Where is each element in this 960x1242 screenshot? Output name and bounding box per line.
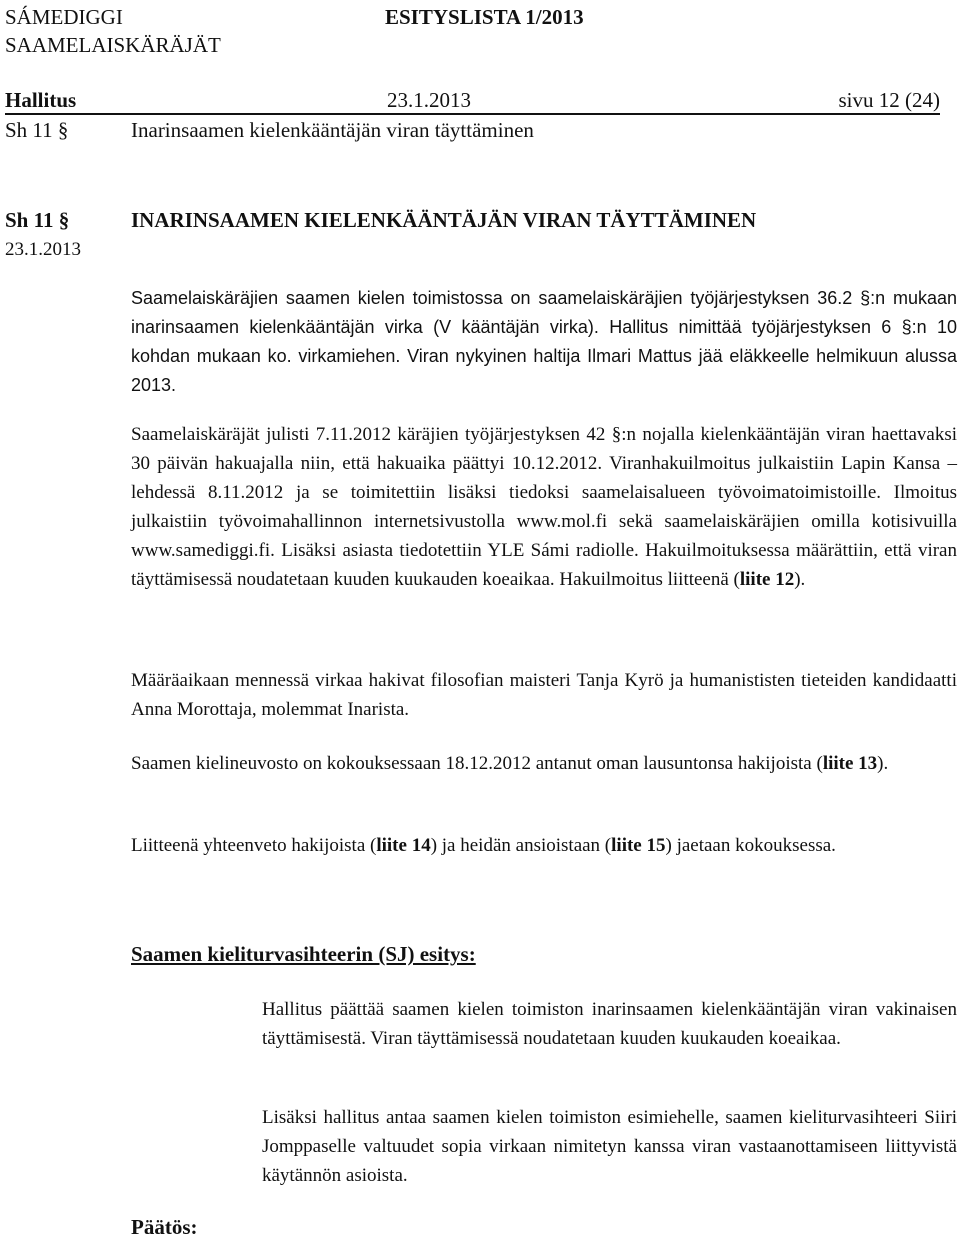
document-title: ESITYSLISTA 1/2013 [385, 5, 584, 29]
paragraph-text: Viran nykyinen haltija Ilmari Mattus jää eläkkeelle helmikuun alussa 2013. [131, 346, 957, 395]
organization-name-sami: SÁMEDIGGI [5, 5, 123, 29]
decision-label: Päätös: [131, 1215, 198, 1239]
section-number: Sh 11 § [5, 208, 70, 232]
paragraph-text: Hallitus päättää saamen kielen toimiston inarinsaamen kielenkääntäjän viran vakinaisen täyttämisestä. Viran täyttämisessä noudatetaan kuuden kuukauden koeaikaa. [262, 999, 957, 1049]
section-date: 23.1.2013 [5, 239, 81, 260]
paragraph-text: ) ja heidän ansioistaan ( [430, 835, 612, 856]
meeting-date: 23.1.2013 [387, 88, 471, 112]
page-number: sivu 12 (24) [838, 88, 940, 112]
paragraph-text: Hallitus nimittää työjärjestyksen 6 §:n 10 kohdan mukaan ko. virkamiehen. [131, 317, 957, 366]
running-header [5, 86, 940, 116]
attachment-reference: liite 15 [611, 835, 666, 856]
paragraph-text: Saamen kielineuvosto on kokouksessaan 18.12.2012 antanut oman lausuntonsa hakijoista ( [131, 753, 823, 774]
paragraph-summary [131, 831, 957, 860]
paragraph-text: Viranhakuilmoitus julkaistiin Lapin Kansa –lehdessä 8.11.2012 ja se toimitettiin lisäksi tiedoksi saamelaisalueen työvoimatoimistoille. Ilmoitus julkaistiin työvoimahallinnon internetsivustolla www.mol.fi sekä saamelaiskäräjien omilla kotisivuilla www.samediggi.fi. Lisäksi asiasta tiedotettiin YLE Sámi radiolle. Hakuilmoituksessa määrättiin, että viran täyttämisessä noudatetaan kuuden kuukauden koeaikaa. Hakuilmoitus liitteenä ( [131, 453, 958, 590]
paragraph-text: Liitteenä yhteenveto hakijoista ( [131, 835, 377, 856]
paragraph-text: ). [877, 753, 889, 774]
header-subject: Inarinsaamen kielenkääntäjän viran täyttäminen [131, 118, 534, 142]
paragraph-text: Saamelaiskäräjien saamen kielen toimistossa on saamelaiskäräjien työjärjestyksen 36.2 §:n mukaan inarinsaamen kielenkääntäjän virka (V kääntäjän virka). [131, 288, 957, 337]
attachment-reference: liite 14 [376, 835, 431, 856]
paragraph-language-council [131, 749, 957, 778]
attachment-reference: liite 13 [822, 753, 878, 774]
paragraph-background [131, 284, 957, 400]
paragraph-text: Lisäksi hallitus antaa saamen kielen toimiston esimiehelle, saamen kieliturvasihteeri Siiri Jomppaselle valtuudet sopia virkaan nimitetyn kanssa viran vastaanottamiseen liittyvistä käytännön asioista. [262, 1107, 957, 1186]
paragraph-text: ). [794, 569, 806, 590]
organization-name-finnish: SAAMELAISKÄRÄJÄT [5, 33, 221, 57]
header-rule [5, 113, 940, 115]
section-heading: INARINSAAMEN KIELENKÄÄNTÄJÄN VIRAN TÄYTTÄMINEN [131, 208, 757, 232]
paragraph-text: Saamelaiskäräjät julisti 7.11.2012 käräjien työjärjestyksen 42 §:n nojalla kielenkääntäjän viran haettavaksi 30 päivän hakuajalla niin, että hakuaika päättyi 10.12.2012. [131, 424, 957, 474]
paragraph-applicants [131, 666, 957, 724]
paragraph-text: ) jaetaan kokouksessa. [665, 835, 836, 856]
board-name: Hallitus [5, 88, 77, 112]
attachment-reference: liite 12 [739, 569, 795, 590]
paragraph-announcement [131, 420, 957, 594]
header-section-number: Sh 11 § [5, 118, 69, 142]
proposal-label: Saamen kieliturvasihteerin (SJ) esitys: [131, 942, 476, 966]
paragraph-text: Määräaikaan mennessä virkaa hakivat filosofian maisteri Tanja Kyrö ja humanististen tieteiden kandidaatti Anna Morottaja, molemmat Inarista. [131, 670, 957, 720]
proposal-paragraph [262, 995, 957, 1053]
proposal-paragraph [262, 1103, 957, 1190]
